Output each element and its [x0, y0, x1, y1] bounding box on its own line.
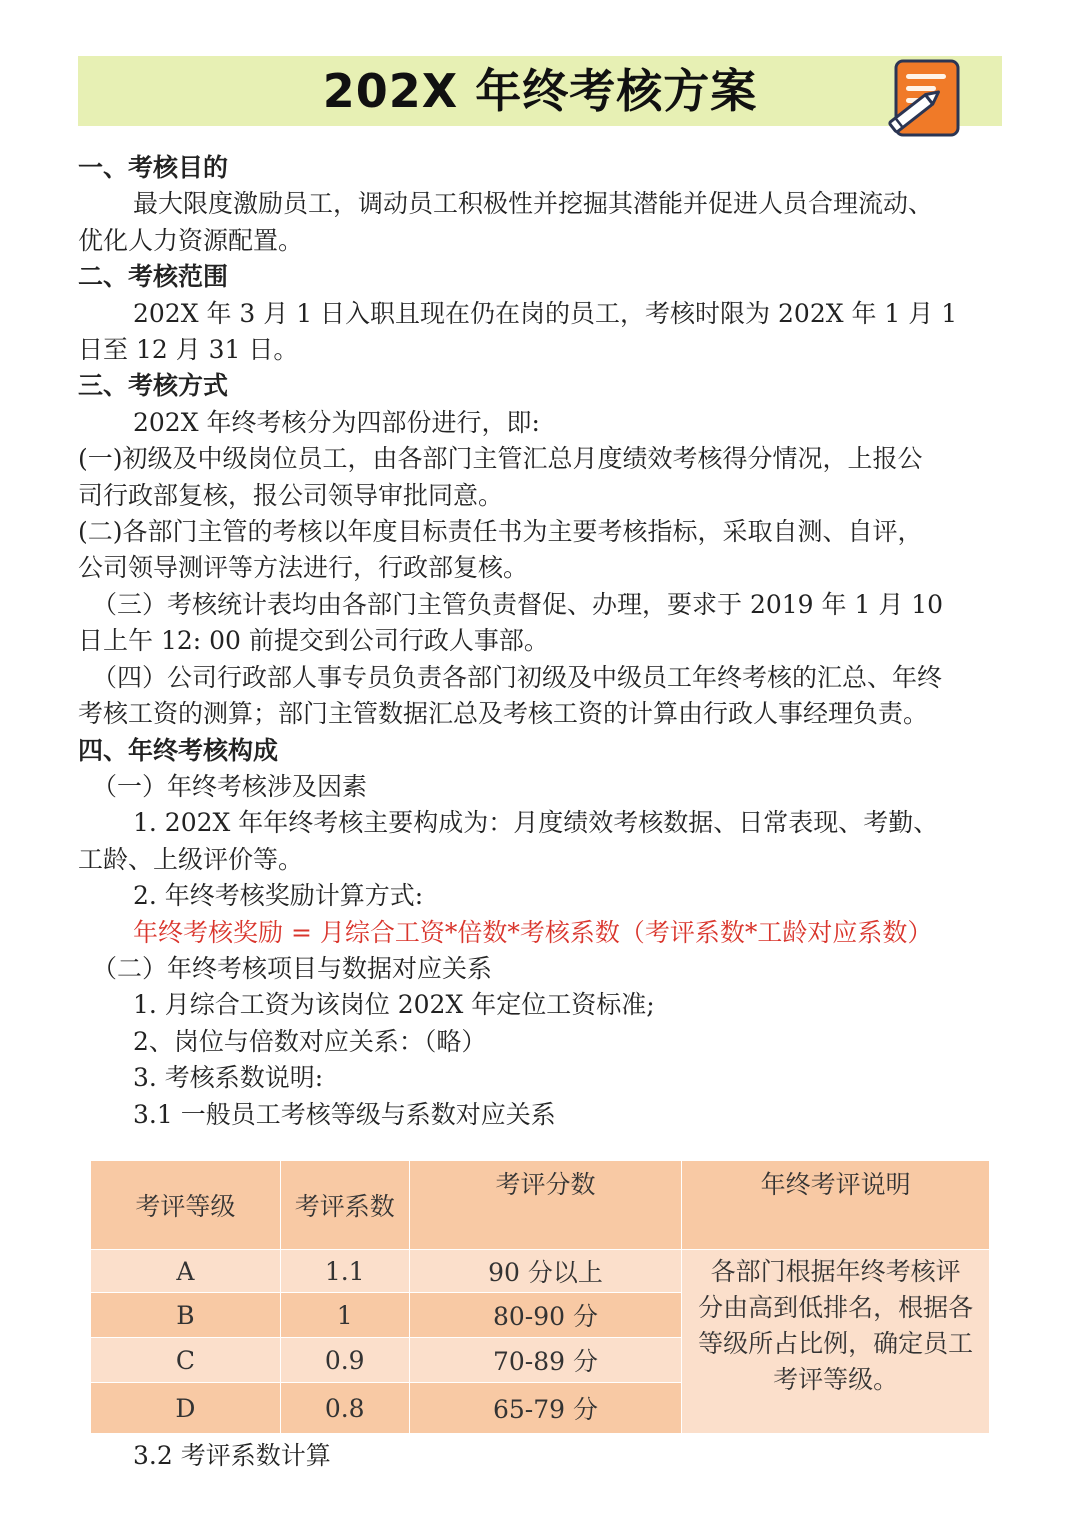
paragraph-line: （一）年终考核涉及因素	[92, 771, 368, 801]
paragraph-line: 司行政部复核，报公司领导审批同意。	[78, 480, 504, 510]
paragraph-line: 最大限度激励员工，调动员工积极性并挖掘其潜能并促进人员合理流动、	[133, 189, 934, 219]
coefficient-cell: 1.1	[280, 1250, 409, 1293]
header-grade: 考评等级	[91, 1161, 281, 1250]
section-heading: 三、考核方式	[78, 371, 229, 401]
grade-cell: A	[91, 1250, 281, 1293]
note-line: 各部门根据年终考核评	[710, 1257, 961, 1286]
grade-cell: C	[91, 1338, 281, 1383]
paragraph-line: 日至 12 月 31 日。	[78, 335, 299, 365]
header-description: 年终考评说明	[682, 1161, 990, 1250]
section-heading-3-2: 3.2 考评系数计算	[133, 1441, 331, 1470]
paragraph-line: 日上午 12: 00 前提交到公司行政人事部。	[78, 626, 549, 656]
formula-text: 年终考核奖励 = 月综合工资*倍数*考核系数（考评系数*工龄对应系数）	[133, 917, 933, 947]
description-cell	[682, 1250, 990, 1434]
paragraph-line: 公司领导测评等方法进行，行政部复核。	[78, 553, 529, 583]
paragraph-line: 考核工资的测算；部门主管数据汇总及考核工资的计算由行政人事经理负责。	[78, 699, 929, 729]
paragraph-line: （四）公司行政部人事专员负责各部门初级及中级员工年终考核的汇总、年终	[92, 662, 943, 692]
paragraph-line: 1. 月综合工资为该岗位 202X 年定位工资标准;	[133, 990, 655, 1020]
paragraph-line: 3. 考核系数说明:	[133, 1063, 324, 1093]
score-cell: 80-90 分	[409, 1293, 682, 1338]
notebook-pencil-icon	[878, 58, 964, 138]
header-score: 考评分数	[409, 1161, 682, 1250]
coefficient-cell: 0.8	[280, 1383, 409, 1434]
page-title: 202X 年终考核方案	[322, 64, 758, 118]
paragraph-line: 1. 202X 年年终考核主要构成为：月度绩效考核数据、日常表现、考勤、	[133, 808, 939, 838]
paragraph-line: （二）年终考核项目与数据对应关系	[92, 953, 493, 983]
title-banner	[78, 56, 1002, 126]
paragraph-line: (一)初级及中级岗位员工，由各部门主管汇总月度绩效考核得分情况，上报公	[78, 444, 923, 474]
paragraph-line: 3.1 一般员工考核等级与系数对应关系	[133, 1099, 556, 1129]
document-body	[78, 150, 1004, 1133]
section-heading: 一、考核目的	[78, 153, 229, 182]
paragraph-line: 优化人力资源配置。	[78, 225, 304, 255]
paragraph-line: 202X 年 3 月 1 日入职且现在仍在岗的员工，考核时限为 202X 年 1 月 1	[133, 298, 958, 328]
paragraph-line: (二)各部门主管的考核以年度目标责任书为主要考核指标，采取自测、自评，	[78, 517, 923, 547]
paragraph-line: 工龄、上级评价等。	[78, 844, 304, 874]
grade-cell: D	[91, 1383, 281, 1434]
paragraph-line: 2、岗位与倍数对应关系：（略）	[133, 1026, 487, 1056]
note-line: 分由高到低排名，根据各	[698, 1293, 974, 1322]
section-heading: 二、考核范围	[78, 262, 229, 292]
note-line: 考评等级。	[773, 1365, 899, 1394]
score-cell: 65-79 分	[409, 1383, 682, 1434]
coefficient-cell: 0.9	[280, 1338, 409, 1383]
score-cell: 90 分以上	[409, 1250, 682, 1293]
paragraph-line: （三）考核统计表均由各部门主管负责督促、办理，要求于 2019 年 1 月 10	[92, 589, 944, 619]
note-line: 等级所占比例，确定员工	[698, 1329, 974, 1358]
grade-table	[90, 1160, 990, 1434]
score-cell: 70-89 分	[409, 1338, 682, 1383]
coefficient-cell: 1	[280, 1293, 409, 1338]
header-coefficient: 考评系数	[280, 1161, 409, 1250]
table-row	[91, 1250, 990, 1293]
section-heading: 四、年终考核构成	[78, 735, 279, 765]
paragraph-line: 202X 年终考核分为四部份进行，即:	[133, 407, 540, 437]
paragraph-line: 2. 年终考核奖励计算方式:	[133, 881, 424, 911]
grade-cell: B	[91, 1293, 281, 1338]
